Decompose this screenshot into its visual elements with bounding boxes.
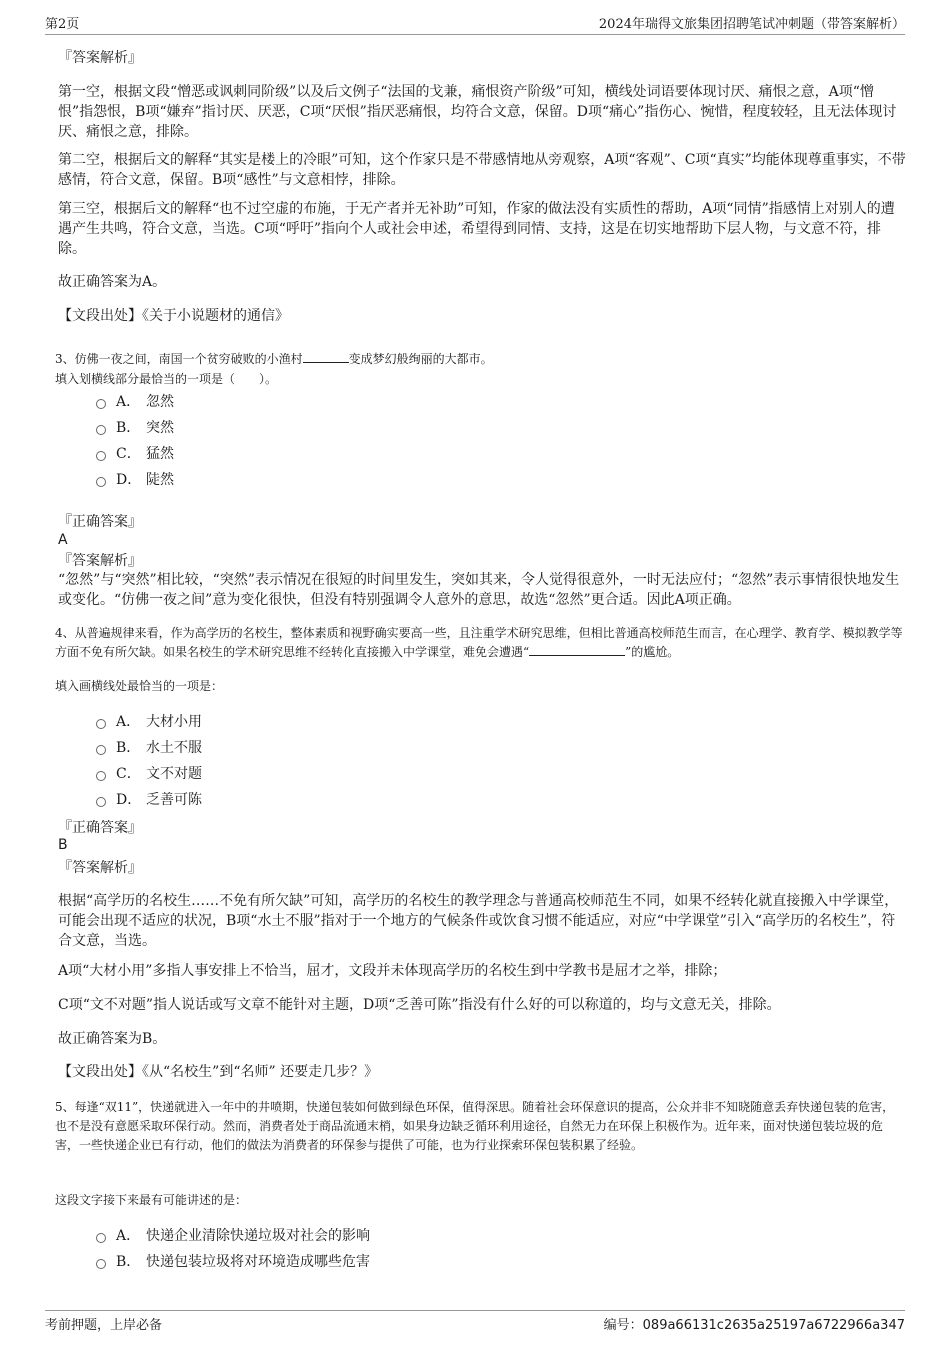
q2-final-answer: 故正确答案为A。 <box>58 274 167 290</box>
document-id-label: 编号： <box>603 1318 643 1333</box>
q4-analysis-heading: 『答案解析』 <box>58 860 142 876</box>
q4-option-c[interactable]: C． 文不对题 <box>96 764 202 784</box>
q5-option-b[interactable]: B． 快递包装垃圾将对环境造成哪些危害 <box>96 1252 370 1272</box>
document-title: 2024年瑞得文旅集团招聘笔试冲刺题（带答案解析） <box>598 17 905 32</box>
page-header <box>45 10 905 35</box>
page-number: 第2页 <box>45 17 80 32</box>
q4-blank <box>529 643 625 656</box>
radio-icon[interactable] <box>96 399 106 409</box>
q4-option-b[interactable]: B． 水土不服 <box>96 738 202 758</box>
q4-stem-pre: 4、从普遍规律来看，作为高学历的名校生，整体素质和视野确实要高一些，且注重学术研究思维，但相比普通高校师范生而言，在心理学、教育学、模拟教学等方面不免有所欠缺。如果名校生的学术研究思维不经转化直接搬入中学课堂，难免会遭遇“ <box>55 626 903 659</box>
q2-analysis-heading: 『答案解析』 <box>58 50 142 66</box>
q3-analysis: “忽然”与“突然”相比较，“突然”表示情况在很短的时间里发生，突如其来，令人觉得很意外，一时无法应付；“忽然”表示事情很快地发生或变化。“仿佛一夜之间”意为变化很快，但没有特别强调令人意外的意思，故选“忽然”更合适。因此A项正确。 <box>58 572 900 608</box>
radio-icon[interactable] <box>96 745 106 755</box>
q3-correct-answer: A <box>58 532 68 548</box>
q3-option-d[interactable]: D． 陡然 <box>96 470 174 490</box>
q4-source: 【文段出处】《从“名校生”到“名师” 还要走几步？》 <box>58 1064 379 1080</box>
radio-icon[interactable] <box>96 719 106 729</box>
q5-prompt: 这段文字接下来最有可能讲述的是： <box>55 1193 248 1207</box>
q5-stem: 5、每逢“双11”，快递就进入一年中的井喷期，快递包装如何做到绿色环保，值得深思。随着社会环保意识的提高，公众并非不知晓随意丢弃快递包装的危害，也不是没有意愿采取环保行动。然而，消费者处于商品流通末梢，如果身边缺乏循环利用途径，自然无力在环保上积极作为。近年来，面对快递包装垃圾的危害，一些快递企业已有行动，他们的做法为消费者的环保参与提供了可能，也为行业探索环保包装积累了经验。 <box>55 1100 895 1152</box>
q3-analysis-heading: 『答案解析』 <box>58 553 142 569</box>
q2-analysis-para-3: 第三空，根据后文的解释“也不过空虚的布施，于无产者并无补助”可知，作家的做法没有实质性的帮助，A项“同情”指感情上对别人的遭遇产生共鸣，符合文意，当选。C项“呼吁”指向个人或社会申述，希望得到同情、支持，这是在切实地帮助下层人物，与文意不符，排除。 <box>58 201 895 257</box>
footer-slogan: 考前押题，上岸必备 <box>45 1318 163 1333</box>
q4-correct-heading: 『正确答案』 <box>58 820 142 836</box>
q3-stem-pre: 3、仿佛一夜之间，南国一个贫穷破败的小渔村 <box>55 352 303 366</box>
q5-option-a[interactable]: A． 快递企业清除快递垃圾对社会的影响 <box>96 1226 370 1246</box>
q4-stem <box>55 624 905 662</box>
q3-option-c[interactable]: C． 猛然 <box>96 444 174 464</box>
q3-blank <box>303 350 349 363</box>
radio-icon[interactable] <box>96 1233 106 1243</box>
q3-correct-heading: 『正确答案』 <box>58 514 142 530</box>
document-id-value: 089a66131c2635a25197a6722966a347 <box>642 1318 905 1333</box>
radio-icon[interactable] <box>96 477 106 487</box>
q4-option-a[interactable]: A． 大材小用 <box>96 712 202 732</box>
q2-analysis-para-2: 第二空，根据后文的解释“其实是楼上的冷眼”可知，这个作家只是不带感情地从旁观察，A项“客观”、C项“真实”均能体现尊重事实，不带感情，符合文意，保留。B项“感性”与文意相悖，排除。 <box>58 152 906 188</box>
q2-analysis-para-1: 第一空，根据文段“憎恶或讽刺同阶级”以及后文例子“法国的戈兼，痛恨资产阶级”可知，横线处词语要体现讨厌、痛恨之意，A项“憎恨”指怨恨，B项“嫌弃”指讨厌、厌恶，C项“厌恨”指厌恶痛恨，均符合文意，保留。D项“痛心”指伤心、惋惜，程度较轻，且无法体现讨厌、痛恨之意，排除。 <box>58 84 897 140</box>
q3-option-a[interactable]: A． 忽然 <box>96 392 174 412</box>
q4-analysis-para-1: 根据“高学历的名校生……不免有所欠缺”可知，高学历的名校生的教学理念与普通高校师范生不同，如果不经转化就直接搬入中学课堂，可能会出现不适应的状况，B项“水土不服”指对于一个地方的气候条件或饮食习惯不能适应，对应“中学课堂”引入“高学历的名校生”，符合文意，当选。 <box>58 893 899 949</box>
q3-option-b[interactable]: B． 突然 <box>96 418 174 438</box>
q4-final-answer: 故正确答案为B。 <box>58 1031 167 1047</box>
q4-analysis-para-2: A项“大材小用”多指人事安排上不恰当，屈才，文段并未体现高学历的名校生到中学教书是屈才之举，排除； <box>58 963 727 979</box>
q4-analysis-para-3: C项“文不对题”指人说话或写文章不能针对主题，D项“乏善可陈”指没有什么好的可以称道的，均与文意无关，排除。 <box>58 997 781 1013</box>
q3-stem <box>55 350 493 368</box>
q3-stem-post: 变成梦幻般绚丽的大都市。 <box>348 352 493 366</box>
document-id <box>604 1314 905 1333</box>
radio-icon[interactable] <box>96 797 106 807</box>
q4-option-d[interactable]: D． 乏善可陈 <box>96 790 202 810</box>
q4-correct-answer: B <box>58 837 68 853</box>
radio-icon[interactable] <box>96 771 106 781</box>
q4-prompt: 填入画横线处最恰当的一项是： <box>55 679 224 693</box>
q3-prompt: 填入划横线部分最恰当的一项是（ ）。 <box>55 372 278 386</box>
page-footer <box>45 1310 905 1333</box>
radio-icon[interactable] <box>96 1259 106 1269</box>
radio-icon[interactable] <box>96 451 106 461</box>
radio-icon[interactable] <box>96 425 106 435</box>
q4-stem-post: ”的尴尬。 <box>625 645 680 659</box>
q2-source: 【文段出处】《关于小说题材的通信》 <box>58 308 289 324</box>
